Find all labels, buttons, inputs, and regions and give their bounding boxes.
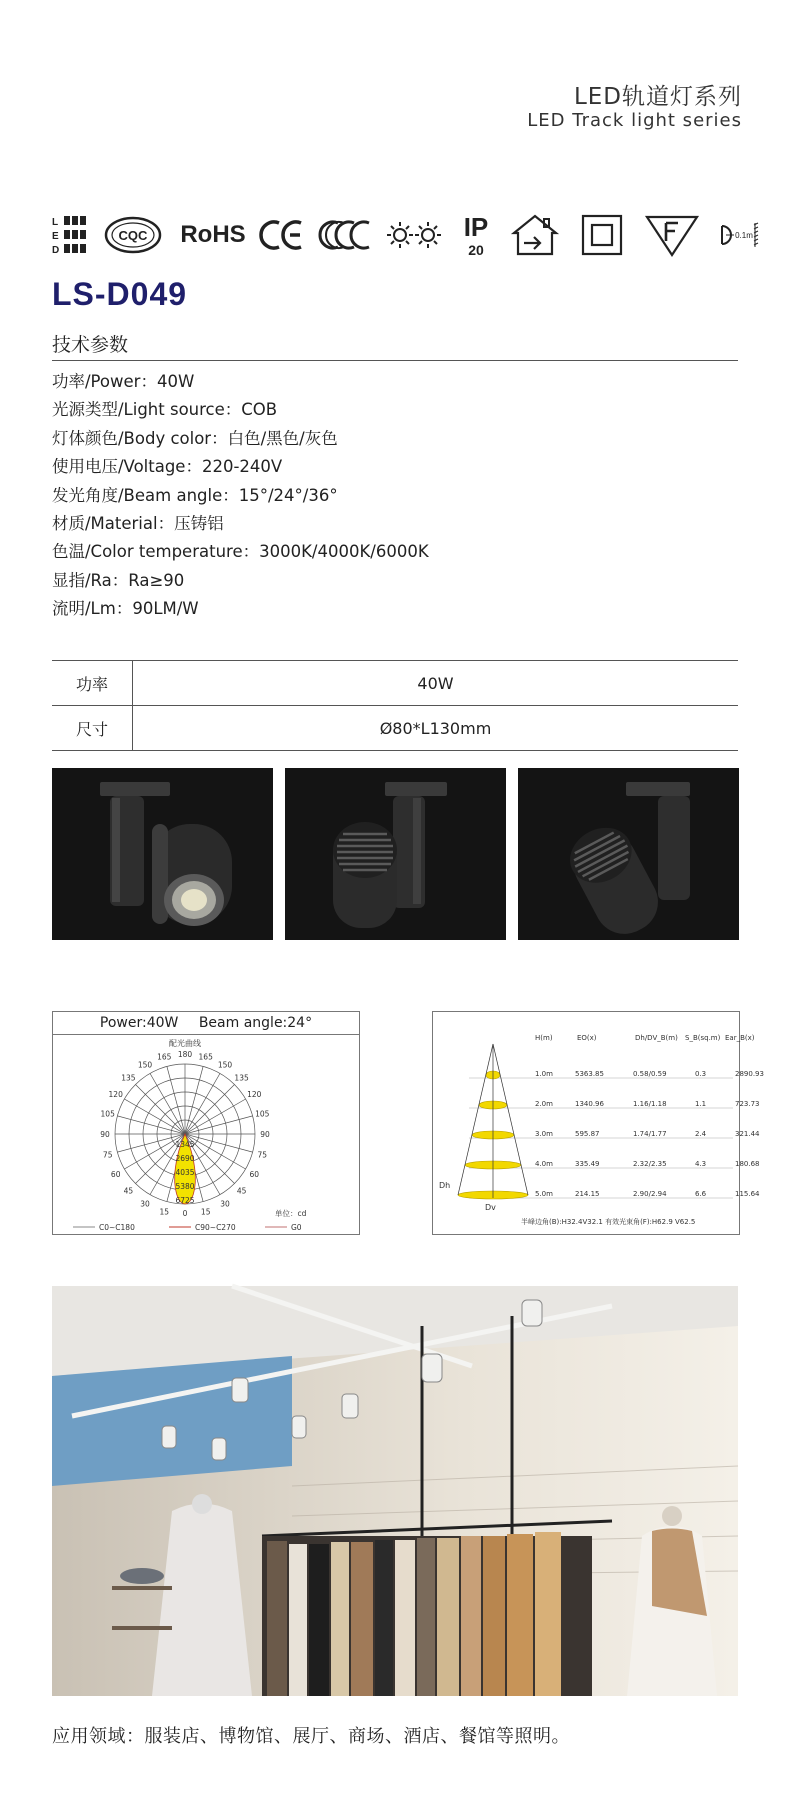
series-title-en: LED Track light series [527,110,742,131]
illuminance-cell: 2.32/2.35 [633,1160,667,1168]
polar-angle-label: 105 [255,1109,270,1119]
illuminance-cell: 321.44 [735,1130,760,1138]
spec-light-source: 光源类型/Light source：COB [52,400,278,420]
diagram-header [53,1012,359,1035]
polar-intensity-label: 6725 [175,1196,195,1205]
polar-intensity-label: 4035 [175,1168,195,1177]
polar-angle-label: 150 [137,1060,153,1070]
polar-intensity-label: 5380 [175,1182,195,1191]
spec-ra: 显指/Ra：Ra≥90 [52,570,185,590]
illuminance-cell: 4.0m [535,1160,553,1168]
illuminance-cell: 1340.96 [575,1100,604,1108]
min-distance-icon [716,210,760,260]
led-letter-d: D [52,245,60,256]
dv-label: Dv [485,1203,496,1212]
illuminance-cell: 335.49 [575,1160,600,1168]
polar-legend-label: C0~C180 [99,1223,135,1232]
product-photo-side [285,768,506,940]
spec-section-title: 技术参数 [52,334,129,356]
spec-material: 材质/Material：压铸铝 [52,513,224,533]
polar-angle-label: 60 [110,1170,121,1179]
product-photo-front [52,768,273,940]
illuminance-cell: 6.6 [695,1190,707,1198]
polar-angle-label: 15 [200,1207,211,1217]
rohs-mark: RoHS [180,221,246,248]
ip-label: IP [463,212,489,242]
polar-angle-label: 15 [159,1207,170,1217]
polar-legend-label: C90~C270 [195,1223,236,1232]
illuminance-header: Ear_B(x) [725,1034,755,1042]
polar-angle-label: 45 [236,1186,247,1196]
product-photo-angle [518,768,739,940]
polar-angle-label: 105 [100,1109,115,1119]
ip-rating-icon [456,210,496,260]
table-label-size: 尺寸 [52,706,133,751]
cone-edge [493,1044,528,1195]
polar-plot [53,1034,359,1234]
polar-angle-label: 135 [234,1073,249,1083]
polar-angle-label: 135 [121,1073,136,1083]
illuminance-cell: 595.87 [575,1130,600,1138]
illuminance-plot [433,1012,764,1234]
illuminance-cell: 4.3 [695,1160,707,1168]
dh-label: Dh [439,1181,451,1190]
polar-unit: 单位：cd [275,1209,307,1218]
polar-zero-label: 0 [182,1209,188,1218]
illuminance-header: Dh/DV_B(m) [635,1034,678,1042]
illuminance-cell: 0.3 [695,1070,707,1078]
diagram-beam-angle: Beam angle:24° [198,1015,313,1031]
ce-mark-icon [260,210,304,260]
spec-divider [52,360,738,361]
dimming-sun-icon [386,210,442,260]
cone-edge [458,1044,493,1195]
illuminance-cell: 214.15 [575,1190,600,1198]
polar-angle-label: 90 [260,1130,270,1139]
polar-angle-label: 180 [177,1050,193,1059]
polar-angle-label: 165 [198,1052,213,1062]
polar-angle-label: 75 [257,1150,268,1160]
polar-intensity-label: 2690 [175,1154,195,1163]
cqc-mark-text: CQC [118,228,148,243]
polar-angle-label: 120 [108,1090,123,1099]
illuminance-cell: 2.4 [695,1130,707,1138]
f-mark-icon [644,210,700,260]
polar-angle-label: 30 [220,1199,230,1209]
ip-code: 20 [468,242,484,258]
table-label-power: 功率 [52,661,133,706]
polar-intensity-label: 1345 [175,1140,195,1149]
spec-color-temperature: 色温/Color temperature：3000K/4000K/6000K [52,542,429,562]
series-title-cn: LED轨道灯系列 [573,84,742,110]
polar-angle-label: 45 [123,1186,134,1196]
polar-angle-label: 90 [100,1130,110,1139]
illuminance-note: 半峰边角(B):H32.4V32.1 有效光束角(F):H62.9 V62.5 [521,1218,696,1226]
illuminance-cell: 5.0m [535,1190,553,1198]
parameter-table [52,660,738,751]
store-application-photo [52,1286,738,1696]
led-letter-l: L [52,217,59,228]
illuminance-cell: 0.58/0.59 [633,1070,667,1078]
illuminance-header: EO(x) [577,1034,597,1042]
polar-angle-label: 165 [157,1052,172,1062]
certification-row [52,210,753,260]
indoor-use-icon [510,210,560,260]
illuminance-diagram [432,1011,764,1235]
illuminance-header: S_B(sq.m) [685,1034,721,1042]
illuminance-cell: 1.0m [535,1070,553,1078]
application-text: 应用领域：服装店、博物馆、展厅、商场、酒店、餐馆等照明。 [52,1726,570,1747]
illuminance-cell: 1.1 [695,1100,707,1108]
ccc-mark-icon [322,210,372,260]
table-value-power: 40W [133,661,739,706]
spec-list [52,368,429,624]
spec-body-color: 灯体颜色/Body color：白色/黑色/灰色 [52,428,338,448]
spec-voltage: 使用电压/Voltage：220-240V [52,457,283,477]
illuminance-cell: 723.73 [735,1100,760,1108]
light-distribution-diagram [52,1011,360,1235]
led-letter-e: E [52,231,59,242]
illuminance-cell: 1.16/1.18 [633,1100,667,1108]
polar-angle-label: 30 [140,1199,150,1209]
illuminance-cell: 180.68 [735,1160,760,1168]
min-distance-label: 0.1m [735,231,753,240]
table-row [52,706,738,751]
polar-angle-label: 75 [102,1150,113,1160]
table-row [52,661,738,706]
class-ii-insulation-icon [580,210,624,260]
led-rating-icon [52,210,88,260]
illuminance-cell: 5363.85 [575,1070,604,1078]
illuminance-cell: 3.0m [535,1130,553,1138]
model-number: LS-D049 [52,276,188,312]
spec-power: 功率/Power：40W [52,372,195,391]
illuminance-cell: 1.74/1.77 [633,1130,667,1138]
illuminance-cell: 115.64 [735,1190,760,1198]
polar-subtitle: 配光曲线 [169,1039,201,1048]
illuminance-header: H(m) [535,1034,553,1042]
spec-beam-angle: 发光角度/Beam angle：15°/24°/36° [52,485,338,505]
illuminance-cell: 2890.93 [735,1070,764,1078]
polar-angle-label: 120 [247,1090,262,1099]
illuminance-cell: 2.90/2.94 [633,1190,667,1198]
illuminance-cell: 2.0m [535,1100,553,1108]
polar-angle-label: 150 [217,1060,233,1070]
diagram-power: Power:40W [99,1015,179,1031]
polar-legend-label: G0 [291,1223,302,1232]
table-value-size: Ø80*L130mm [133,706,739,751]
polar-angle-label: 60 [249,1170,260,1179]
cqc-mark-icon [104,210,162,260]
spec-lumen: 流明/Lm：90LM/W [52,599,199,619]
